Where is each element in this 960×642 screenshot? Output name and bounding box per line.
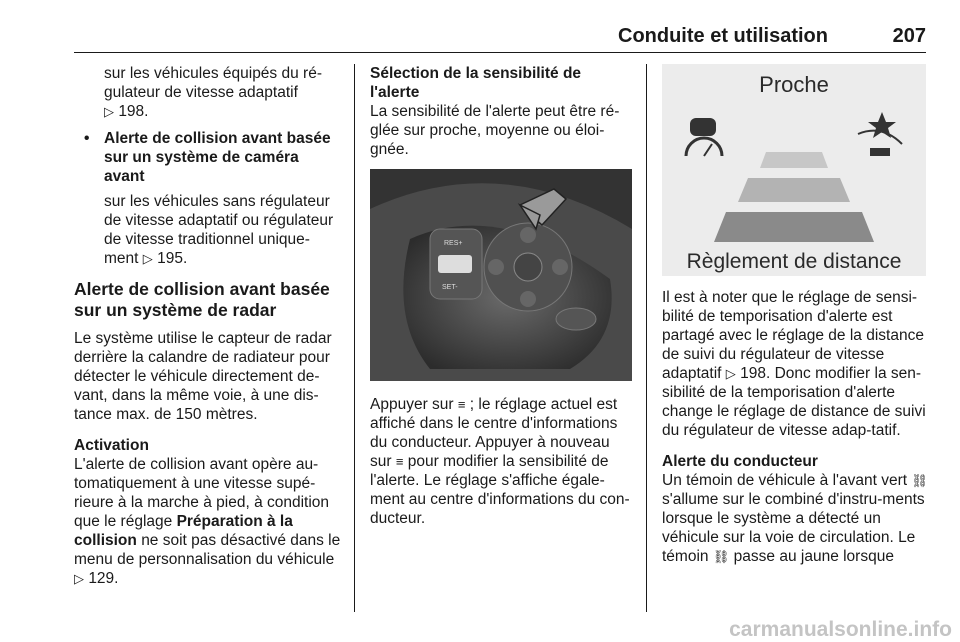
cruise-rocker[interactable] (438, 255, 472, 273)
alert-sensitivity-icon: ≡ (395, 454, 404, 469)
heading-sensitivity: Sélection de la sensibilité de l'alerte (370, 65, 582, 101)
res-label: RES+ (444, 240, 463, 247)
pad-left-button[interactable] (488, 259, 504, 275)
set-label: SET- (442, 284, 458, 291)
bullet-camera-fca: • Alerte de collision avant basée sur un système de caméra avant (74, 129, 342, 186)
paragraph-camera-desc: sur les véhicules sans régulateur de vitesse adaptatif ou régulateur de vitesse traditionnel unique-ment ▷ 195. (104, 193, 334, 267)
pad-right-button[interactable] (552, 259, 568, 275)
column-divider-2 (646, 64, 647, 612)
section-title: Conduite et utilisation (618, 25, 828, 47)
pad-bottom-button[interactable] (520, 291, 536, 307)
alert-sensitivity-icon: ≡ (457, 397, 466, 412)
vehicle-ahead-icon: ⛓ (911, 473, 928, 488)
heading-radar-fca: Alerte de collision avant basée sur un système de radar (74, 279, 330, 320)
paragraph-shared-setting: Il est à noter que le réglage de sensi-bilité de temporisation d'alerte est partagé avec le réglage de la distance de suivi du régulateur de vitesse adaptatif ▷ 198. Donc modifier la sen-sibilité de la temporisation d'alerte change le réglage de distance de suivi du régulateur de vitesse adap-tatif. (662, 289, 926, 439)
page-number: 207 (892, 25, 926, 47)
page-ref-link[interactable]: 198. (740, 365, 771, 382)
figure-caption: Règlement de distance (686, 250, 902, 273)
page-ref-arrow-icon: ▷ (74, 571, 84, 586)
page-ref-link[interactable]: 129. (88, 570, 119, 587)
column-2 (370, 64, 632, 528)
paragraph-driver-alert: Un témoin de véhicule à l'avant vert ⛓ s'allume sur le combiné d'instru-ments lorsque le système a détecté un véhicule sur la voie de circulation. Le témoin ⛓ passe au jaune lorsque (662, 472, 928, 565)
page-header (74, 24, 926, 53)
watermark: carmanualsonline.info (729, 618, 952, 641)
distance-setting-figure (662, 64, 926, 276)
steering-wheel-controls-figure (370, 169, 632, 381)
paragraph-press-button: Appuyer sur ≡ ; le réglage actuel est affiché dans le centre d'informations du conducteur. Appuyer à nouveau sur ≡ pour modifier la sensibilité de l'alerte. Le réglage s'affiche égale-ment au centre d'informations du con-ducteur. (370, 396, 630, 527)
page-ref-arrow-icon: ▷ (142, 251, 153, 266)
sensitivity-button[interactable] (520, 227, 536, 243)
paragraph-sensitivity: La sensibilité de l'alerte peut être ré-glée sur proche, moyenne ou éloi-gnée. (370, 103, 620, 158)
page-ref-arrow-icon: ▷ (725, 366, 736, 381)
heading-driver-alert: Alerte du conducteur (662, 453, 818, 470)
page-ref-link[interactable]: 198. (118, 103, 149, 120)
lane-assist-button[interactable] (556, 308, 596, 330)
paragraph-activation: L'alerte de collision avant opère au-tomatiquement à une vitesse supé-rieure à la marche à pied, à condition que le réglage Préparation à la collision ne soit pas désactivé dans le menu de personnalisation du véhicule ▷ 129. (74, 456, 341, 587)
figure-title: Proche (759, 72, 829, 97)
collision-warning-icon (858, 112, 902, 156)
paragraph-acc-ref: sur les véhicules équipés du ré-gulateur de vitesse adaptatif ▷ 198. (104, 65, 322, 120)
distance-bar-mid (738, 178, 850, 202)
distance-setting-illustration (662, 64, 926, 276)
vehicle-gauge-icon (686, 118, 722, 156)
column-divider-1 (354, 64, 355, 612)
steering-wheel-illustration (370, 169, 632, 381)
column-3 (662, 64, 930, 566)
vehicle-ahead-icon: ⛓ (712, 549, 730, 564)
page-ref-link[interactable]: 195. (157, 250, 188, 267)
distance-bar-far (714, 212, 874, 242)
paragraph-radar-desc: Le système utilise le capteur de radar derrière la calandre de radiateur pour détecter le véhicule directement de-vant, dans la même voie, à une dis-tance max. de 150 mètres. (74, 330, 332, 423)
page-ref-arrow-icon: ▷ (104, 104, 114, 119)
heading-activation: Activation (74, 437, 149, 454)
column-1 (74, 64, 342, 588)
distance-bar-near (760, 152, 828, 168)
